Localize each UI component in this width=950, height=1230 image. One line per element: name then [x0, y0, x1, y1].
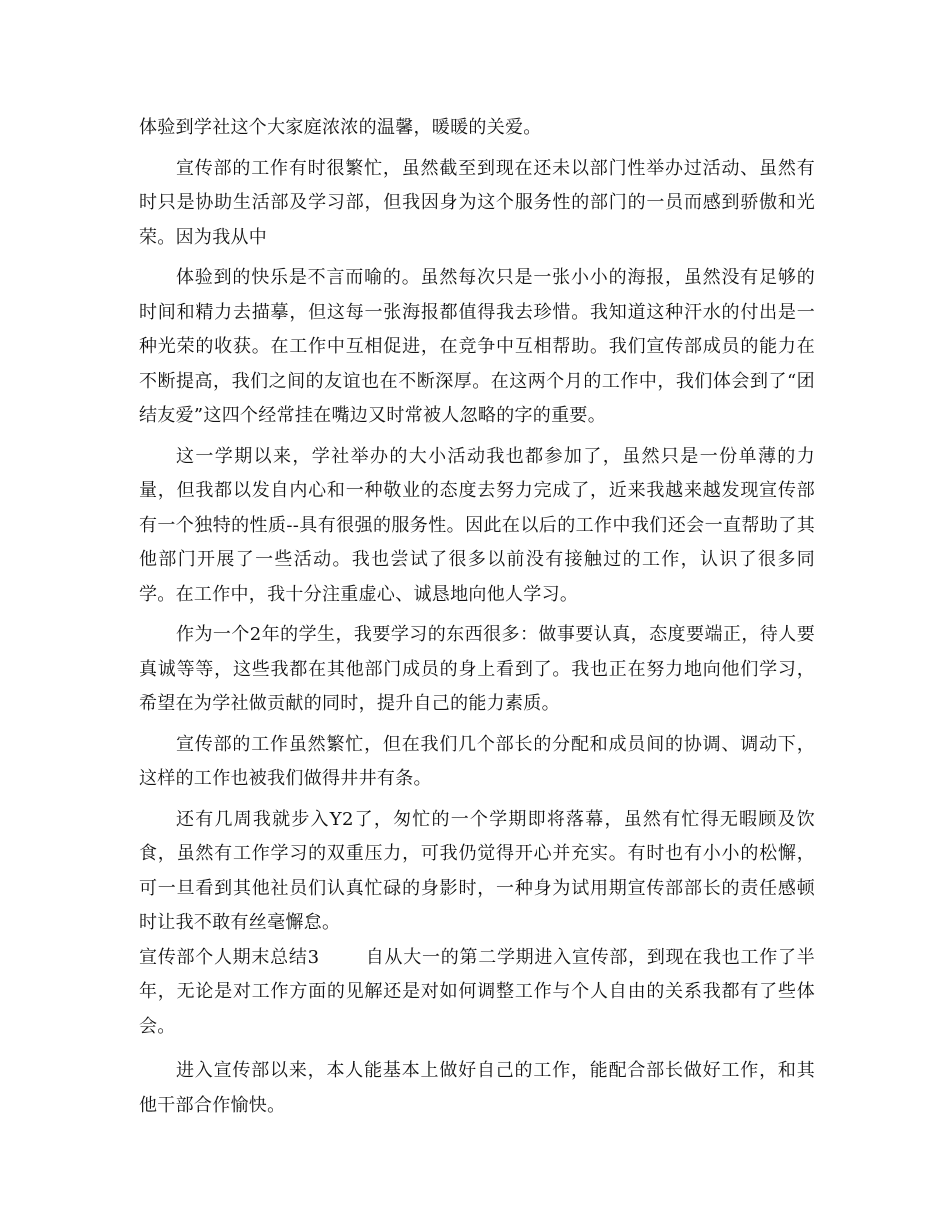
paragraph-9: 进入宣传部以来，本人能基本上做好自己的工作，能配合部长做好工作，和其他干部合作愉快。 — [139, 1060, 815, 1116]
paragraph-1: 体验到学社这个大家庭浓浓的温馨，暖暖的关爱。 — [139, 117, 542, 138]
paragraph-7: 还有几周我就步入Y2了，匆忙的一个学期即将落幕，虽然有忙得无暇顾及饮食，虽然有工作学习的双重压力，可我仍觉得开心并充实。有时也有小小的松懈，可一旦看到其他社员们认真忙碌的身影时，一种身为试用期宣传部部长的责任感顿时让我不敢有丝毫懈怠。 — [139, 808, 815, 933]
paragraph-5: 作为一个2年的学生，我要学习的东西很多：做事要认真，态度要端正，待人要真诚等等，这些我都在其他部门成员的身上看到了。我也正在努力地向他们学习，希望在为学社做贡献的同时，提升自己的能力素质。 — [139, 624, 815, 714]
paragraph-3: 体验到的快乐是不言而喻的。虽然每次只是一张小小的海报，虽然没有足够的时间和精力去描摹，但这每一张海报都值得我去珍惜。我知道这种汗水的付出是一种光荣的收获。在工作中互相促进，在竞争中互相帮助。我们宣传部成员的能力在不断提高，我们之间的友谊也在不断深厚。在这两个月的工作中，我们体会到了“团结友爱”这四个经常挂在嘴边又时常被人忽略的字的重要。 — [139, 267, 815, 426]
paragraph-2: 宣传部的工作有时很繁忙，虽然截至到现在还未以部门性举办过活动、虽然有时只是协助生活部及学习部，但我因身为这个服务性的部门的一员而感到骄傲和光荣。因为我从中 — [139, 157, 815, 248]
paragraph-4: 这一学期以来，学社举办的大小活动我也都参加了，虽然只是一份单薄的力量，但我都以发自内心和一种敬业的态度去努力完成了，近来我越来越发现宣传部有一个独特的性质--具有很强的服务性。因此在以后的工作中我们还会一直帮助了其他部门开展了一些活动。我也尝试了很多以前没有接触过的工作，认识了很多同学。在工作中，我十分注重虚心、诚恳地向他人学习。 — [139, 445, 815, 605]
document-body — [139, 111, 815, 1123]
paragraph-6: 宣传部的工作虽然繁忙，但在我们几个部长的分配和成员间的协调、调动下，这样的工作也被我们做得井井有条。 — [139, 733, 815, 789]
section-heading: 宣传部个人期末总结3 — [139, 946, 320, 968]
paragraph-8 — [139, 941, 815, 1045]
paragraph-8-text: 自从大一的第二学期进入宣传部，到现在我也工作了半年，无论是对工作方面的见解还是对如何调整工作与个人自由的关系我都有了些体会。 — [139, 946, 816, 1037]
